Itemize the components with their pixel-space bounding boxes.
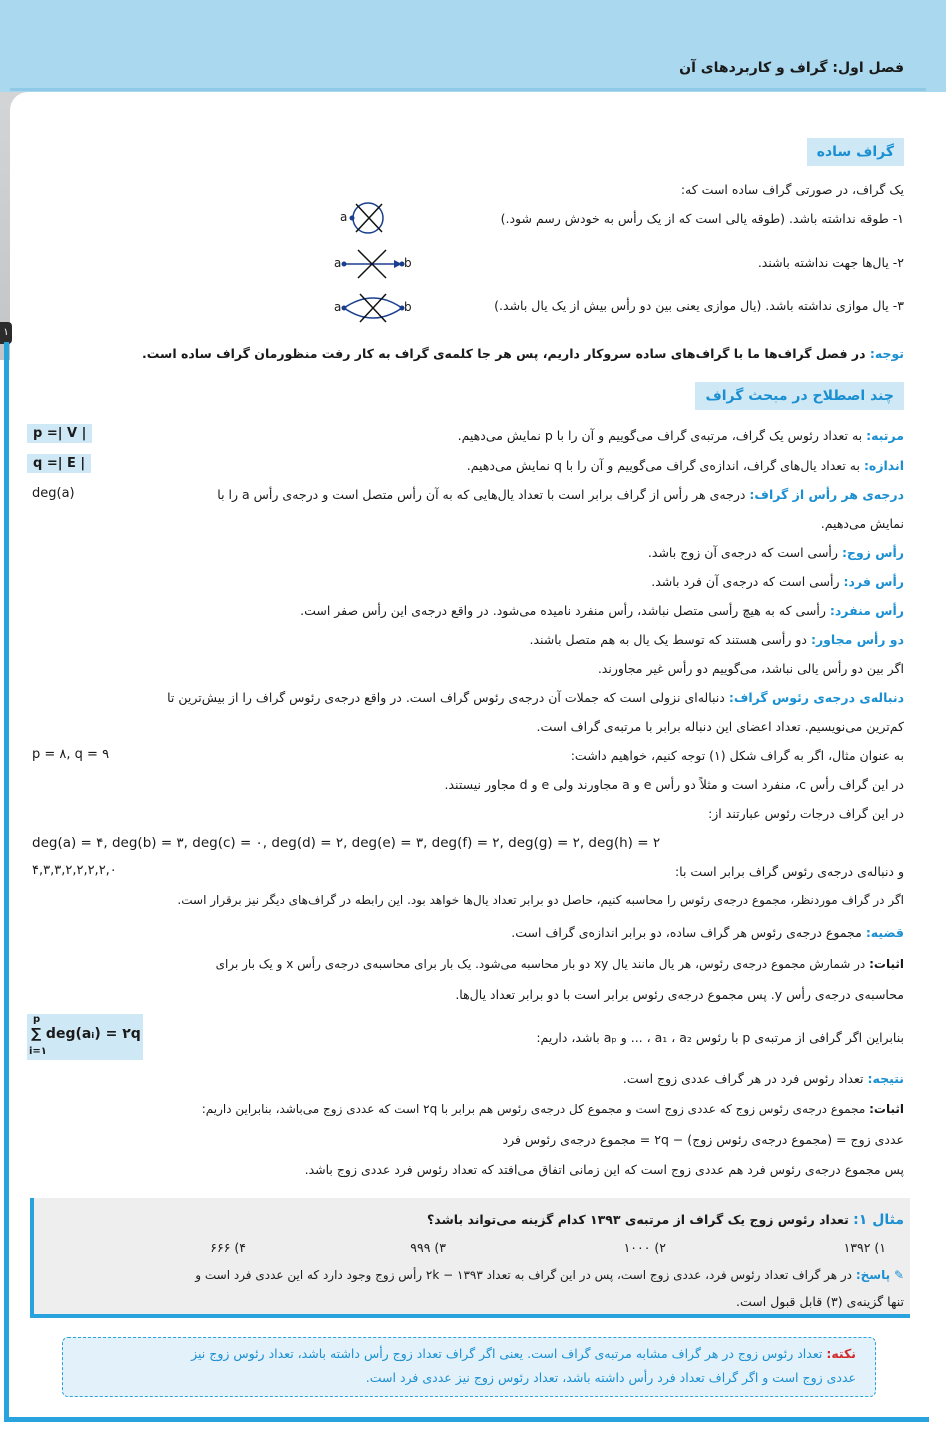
header-divider: [10, 88, 926, 91]
chapter-title: فصل اول: گراف و کاربردهای آن: [679, 60, 904, 76]
sum-formula-box: [27, 1014, 143, 1060]
tip-text-2: عددی زوج است و اگر گراف تعداد فرد رأس داشته باشد، تعداد رئوس زوج نیز عددی فرد است.: [365, 1370, 856, 1385]
degree-text-2: نمایش می‌دهیم.: [820, 516, 904, 531]
option-4[interactable]: ۴) ۶۶۶: [210, 1240, 246, 1255]
section-title-terms: چند اصطلاح در مبحث گراف: [695, 382, 904, 410]
even-vertex-line: [648, 545, 904, 560]
isolated-vertex-label: رأس منفرد:: [829, 603, 904, 618]
header-bar: [0, 0, 946, 92]
condition-1: ۱- طوقه نداشته باشد. (طوقه یالی است که از یک رأس به خودش رسم شود.): [500, 211, 904, 226]
sum-formula-main: ∑ deg(aᵢ) = ۲q: [31, 1026, 141, 1042]
odd-vertex-text: رأسی است که درجه‌ی آن فرد باشد.: [651, 574, 840, 589]
isolated-vertex-line: [300, 603, 904, 618]
section-title-simple-graph: گراف ساده: [807, 138, 904, 166]
sequence-text: دنباله‌ای نزولی است که جملات آن درجه‌ی رئوس گراف است. در واقع درجه‌ی رئوس گراف را از بیش‌ترین تا: [167, 690, 725, 705]
example-answer-line: [195, 1268, 904, 1282]
attention-text: در فصل گراف‌ها ما با گراف‌های ساده سروکار داریم، پس هر جا کلمه‌ی گراف به کار رفت منظورمان گراف ساده است.: [142, 346, 866, 361]
fig-label-a-3: a: [334, 300, 342, 314]
theorem-line: [511, 925, 904, 940]
condition-3: ۳- یال موازی نداشته باشد. (یال موازی یعنی بین دو رأس بیش از یک یال باشد.): [494, 298, 904, 313]
theorem-proof-text: در شمارش مجموع درجه‌ی رئوس، هر یال مانند یال xy دو بار محاسبه می‌شود. یک بار برای محاسبه‌ی درجه‌ی رأس x و یک بار برای: [215, 957, 866, 971]
fig-label-a-2: a: [334, 256, 342, 270]
option-2[interactable]: ۲) ۱۰۰۰: [623, 1240, 666, 1255]
corollary-proof-line: [202, 1102, 904, 1116]
size-text: به تعداد یال‌های گراف، اندازه‌ی گراف می‌گوییم و آن را با q نمایش می‌دهیم.: [466, 458, 860, 473]
example-label: مثال ۱:: [853, 1212, 904, 1228]
odd-vertex-line: [651, 574, 904, 589]
even-vertex-text: رأسی است که درجه‌ی آن زوج باشد.: [647, 545, 838, 560]
nonadjacent-line: اگر بین دو رأس یالی نباشد، می‌گوییم دو رأس غیر مجاورند.: [597, 661, 904, 676]
isolated-vertex-text: رأسی که به هیچ رأسی متصل نباشد، رأس منفرد نامیده می‌شود. در واقع درجه‌ی این رأس صفر است.: [300, 603, 826, 618]
tip-label: نکته:: [826, 1346, 856, 1361]
answer-icon: ✎: [893, 1268, 904, 1282]
answer-text: در هر گراف تعداد رئوس فرد، عددی زوج است، پس در این گراف به تعداد ۱۳۹۳ − ۲k رأس زوج وجود دارد که این عددی فرد است و: [195, 1268, 853, 1282]
corollary-proof-text: مجموع درجه‌ی رئوس زوج که عددی زوج است و مجموع کل درجه‌ی رئوس هم برابر با ۲q است که عددی زوج می‌باشد، بنابراین داریم:: [201, 1102, 866, 1116]
example-pq-formula: p = ۸, q = ۹: [32, 747, 110, 762]
fig-label-b-2: b: [404, 256, 412, 270]
degrees-formula: deg(a) = ۴, deg(b) = ۳, deg(c) = ۰, deg(d) = ۲, deg(e) = ۳, deg(f) = ۲, deg(g) = ۲, deg(h) = ۲: [32, 835, 661, 851]
corollary-line: [623, 1071, 904, 1086]
option-1[interactable]: ۱) ۱۳۹۲: [843, 1240, 886, 1255]
theorem-proof-label: اثبات:: [869, 957, 904, 971]
parallel-edges-figure: [342, 294, 405, 322]
attention-label: توجه:: [869, 346, 904, 361]
theorem-label: قضیه:: [865, 925, 904, 940]
tip-text: تعداد رئوس زوج در هر گراف مشابه مرتبه‌ی گراف است. یعنی اگر گراف تعداد زوج رأس داشته باشد، تعداد رئوس زوج نیز: [191, 1346, 823, 1361]
corollary-conclusion: پس مجموع درجه‌ی رئوس فرد هم عددی زوج است که این زمانی اتفاق می‌افتد که تعداد رئوس فرد عددی زوج باشد.: [304, 1162, 904, 1177]
degree-text: درجه‌ی هر رأس از گراف برابر است با تعداد یال‌هایی که به آن رأس متصل است و درجه‌ی رأس a را با: [217, 487, 746, 502]
tip-line: [191, 1346, 856, 1361]
fig-label-b-3: b: [404, 300, 412, 314]
order-line: [458, 428, 904, 443]
size-label: اندازه:: [863, 458, 904, 473]
theorem-text: مجموع درجه‌ی رئوس هر گراف ساده، دو برابر اندازه‌ی گراف است.: [511, 925, 862, 940]
page-side-tab: ۱: [0, 322, 12, 344]
fig-label-a-1: a: [340, 210, 348, 224]
size-formula: q =| E |: [27, 454, 91, 473]
condition-2: ۲- یال‌ها جهت نداشته باشند.: [757, 255, 904, 270]
sum-note: اگر در گراف موردنظر، مجموع درجه‌ی رئوس را محاسبه کنیم، حاصل دو برابر تعداد یال‌ها خواهد بود. این رابطه در گراف‌های دیگر نیز برقرار است.: [177, 893, 904, 907]
order-formula: p =| V |: [27, 424, 92, 443]
option-3[interactable]: ۳) ۹۹۹: [410, 1240, 446, 1255]
example-line-2: در این گراف رأس c، منفرد است و مثلاً دو رأس e و a مجاورند ولی e و d مجاور نیستند.: [444, 777, 904, 792]
theorem-so-text: بنابراین اگر گرافی از مرتبه‌ی p با رئوس a₁ ، a₂ ، ... و aₚ باشد، داریم:: [536, 1030, 904, 1045]
directed-edge-figure: [342, 250, 405, 278]
even-vertex-label: رأس زوج:: [841, 545, 904, 560]
example-question: تعداد رئوس زوج یک گراف از مرتبه‌ی ۱۳۹۳ کدام گزینه می‌تواند باشد؟: [426, 1212, 849, 1227]
theorem-proof-line: [216, 957, 904, 971]
corollary-proof-label: اثبات:: [869, 1102, 904, 1116]
attention-line: [142, 346, 904, 361]
size-line: [467, 458, 904, 473]
example-intro: به عنوان مثال، اگر به گراف شکل (۱) توجه کنیم، خواهیم داشت:: [570, 748, 904, 763]
corollary-equation: عددی زوج = (مجموع درجه‌ی رئوس زوج) − ۲q = مجموع درجه‌ی رئوس فرد: [502, 1132, 904, 1147]
sequence-values: ۴,۳,۳,۲,۲,۲,۲,۰: [32, 863, 117, 878]
answer-text-2: تنها گزینه‌ی (۳) قابل قبول است.: [736, 1294, 904, 1309]
sum-formula-top: p: [33, 1014, 41, 1025]
degree-label: درجه‌ی هر رأس از گراف:: [749, 487, 904, 502]
theorem-proof-text-2: محاسبه‌ی درجه‌ی رأس y. پس مجموع درجه‌ی رئوس برابر است با دو برابر تعداد یال‌ها.: [455, 987, 904, 1002]
odd-vertex-label: رأس فرد:: [843, 574, 904, 589]
adjacent-text: دو رأسی هستند که توسط یک یال به هم متصل باشند.: [529, 632, 807, 647]
sequence-line: [167, 690, 904, 705]
corollary-label: نتیجه:: [867, 1071, 904, 1086]
order-text: به تعداد رئوس یک گراف، مرتبه‌ی گراف می‌گوییم و آن را با p نمایش می‌دهیم.: [457, 428, 863, 443]
adjacent-label: دو رأس مجاور:: [810, 632, 904, 647]
sequence-equals: و دنباله‌ی درجه‌ی رئوس گراف برابر است با:: [674, 864, 904, 879]
example-line-3: در این گراف درجات رئوس عبارتند از:: [708, 806, 904, 821]
loop-figure: [350, 203, 384, 233]
simple-graph-intro: یک گراف، در صورتی گراف ساده است که:: [680, 182, 904, 197]
sequence-text-2: کم‌ترین می‌نویسیم. تعداد اعضای این دنباله برابر با مرتبه‌ی گراف است.: [536, 719, 904, 734]
degree-formula: deg(a): [32, 486, 75, 501]
adjacent-line: [530, 632, 905, 647]
bottom-blue-rule: [4, 1417, 929, 1422]
corollary-text: تعداد رئوس فرد در هر گراف عددی زوج است.: [622, 1071, 864, 1086]
answer-label: پاسخ:: [855, 1268, 891, 1282]
order-label: مرتبه:: [866, 428, 904, 443]
sequence-label: دنباله‌ی درجه‌ی رئوس گراف:: [728, 690, 904, 705]
left-blue-rule: [4, 342, 9, 1422]
example-question-line: [427, 1212, 904, 1228]
sum-formula-bottom: i=۱: [29, 1046, 47, 1057]
degree-line: [217, 487, 904, 502]
